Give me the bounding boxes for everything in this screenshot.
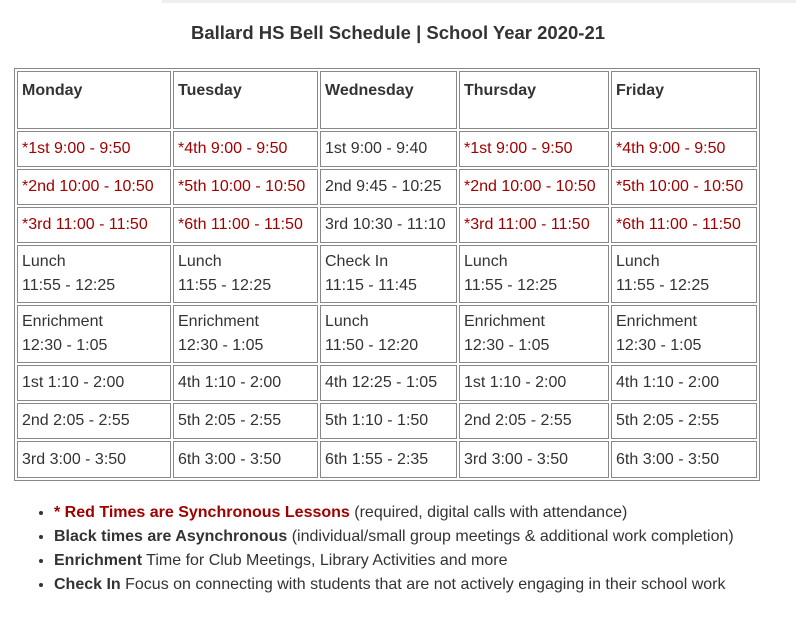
schedule-cell-line: Lunch: [178, 253, 222, 270]
schedule-cell: [320, 305, 457, 363]
schedule-cell-line: *4th 9:00 - 9:50: [178, 140, 288, 157]
legend-note-item: [54, 525, 734, 549]
schedule-cell: [320, 131, 457, 167]
legend-note-item: [54, 501, 734, 525]
bell-schedule-table: [14, 68, 760, 481]
schedule-cell-line: 1st 1:10 - 2:00: [464, 374, 567, 391]
schedule-cell: [173, 245, 318, 303]
schedule-cell-line: Enrichment: [616, 313, 697, 330]
table-row: [17, 403, 757, 439]
schedule-cell: [173, 305, 318, 363]
schedule-cell-line: Enrichment: [22, 313, 103, 330]
schedule-cell: [459, 441, 609, 478]
schedule-cell: [459, 365, 609, 401]
schedule-cell: [611, 131, 757, 167]
schedule-cell: [320, 245, 457, 303]
schedule-cell: [320, 207, 457, 243]
schedule-cell-line: 12:30 - 1:05: [22, 337, 108, 354]
schedule-cell: [320, 403, 457, 439]
schedule-cell-line: 5th 2:05 - 2:55: [616, 412, 720, 429]
legend-note-description: Focus on connecting with students that are not actively engaging in their school work: [120, 576, 726, 593]
legend-note-term: Black times are Asynchronous: [54, 528, 288, 545]
schedule-cell: [17, 169, 171, 205]
schedule-cell-line: 12:30 - 1:05: [178, 337, 264, 354]
legend-note-term: Check In: [54, 576, 121, 593]
schedule-cell-line: *5th 10:00 - 10:50: [178, 178, 306, 195]
schedule-cell-line: Check In: [325, 253, 389, 270]
schedule-cell: [611, 305, 757, 363]
schedule-cell-line: 12:30 - 1:05: [464, 337, 550, 354]
schedule-cell: [611, 207, 757, 243]
schedule-cell-line: Lunch: [325, 313, 369, 330]
schedule-cell: [173, 441, 318, 478]
schedule-cell-line: *1st 9:00 - 9:50: [464, 140, 573, 157]
page-title: Ballard HS Bell Schedule | School Year 2020-21: [190, 22, 606, 43]
schedule-cell-line: 11:55 - 12:25: [178, 277, 272, 294]
schedule-cell: [17, 131, 171, 167]
schedule-cell: [173, 365, 318, 401]
schedule-cell: [611, 365, 757, 401]
legend-notes: [24, 501, 734, 597]
schedule-cell: [17, 441, 171, 478]
schedule-cell-line: *2nd 10:00 - 10:50: [22, 178, 154, 195]
schedule-cell: [459, 131, 609, 167]
day-header-monday: Monday: [17, 71, 171, 129]
schedule-cell-line: Enrichment: [464, 313, 545, 330]
schedule-cell: [320, 169, 457, 205]
table-row: [17, 365, 757, 401]
table-row: [17, 131, 757, 167]
schedule-cell-line: Lunch: [22, 253, 66, 270]
day-header-thursday: Thursday: [459, 71, 609, 129]
schedule-cell-line: *6th 11:00 - 11:50: [178, 216, 303, 233]
schedule-cell: [17, 365, 171, 401]
schedule-body: [17, 131, 757, 478]
day-header-friday: Friday: [611, 71, 757, 129]
schedule-cell-line: 3rd 3:00 - 3:50: [22, 450, 127, 468]
table-row: [17, 169, 757, 205]
schedule-cell-line: *3rd 11:00 - 11:50: [464, 216, 590, 233]
schedule-cell: [459, 305, 609, 363]
schedule-cell: [320, 365, 457, 401]
table-row: [17, 245, 757, 303]
schedule-cell-line: 2nd 2:05 - 2:55: [22, 412, 130, 429]
table-row: [17, 305, 757, 363]
schedule-cell-line: *4th 9:00 - 9:50: [616, 140, 726, 157]
schedule-cell-line: 1st 9:00 - 9:40: [325, 140, 428, 157]
schedule-cell-line: 11:55 - 12:25: [616, 277, 710, 294]
schedule-cell: [611, 403, 757, 439]
schedule-cell: [173, 131, 318, 167]
schedule-cell: [459, 207, 609, 243]
schedule-cell: [17, 245, 171, 303]
legend-note-item: [54, 549, 734, 573]
schedule-cell-line: 6th 3:00 - 3:50: [616, 450, 720, 468]
schedule-cell-line: Enrichment: [178, 313, 259, 330]
schedule-cell-line: Lunch: [616, 253, 660, 270]
schedule-cell-line: 11:15 - 11:45: [325, 277, 417, 294]
schedule-cell-line: 5th 1:10 - 1:50: [325, 412, 429, 429]
legend-note-term: * Red Times are Synchronous Lessons: [54, 504, 350, 521]
legend-note-term: Enrichment: [54, 552, 143, 569]
schedule-cell-line: 1st 1:10 - 2:00: [22, 374, 125, 391]
schedule-cell: [611, 245, 757, 303]
schedule-cell-line: 3rd 3:00 - 3:50: [464, 450, 569, 468]
schedule-cell-line: 11:50 - 12:20: [325, 337, 419, 354]
schedule-cell: [173, 207, 318, 243]
schedule-cell: [17, 305, 171, 363]
schedule-cell-line: *5th 10:00 - 10:50: [616, 178, 744, 195]
schedule-cell-line: 4th 1:10 - 2:00: [178, 374, 282, 391]
schedule-cell: [17, 403, 171, 439]
schedule-cell: [173, 403, 318, 439]
day-header-tuesday: Tuesday: [173, 71, 318, 129]
schedule-cell: [17, 207, 171, 243]
schedule-cell-line: 11:55 - 12:25: [22, 277, 116, 294]
schedule-cell-line: *3rd 11:00 - 11:50: [22, 216, 148, 233]
schedule-cell: [320, 441, 457, 478]
table-header-row: [17, 71, 757, 129]
top-divider: [162, 0, 796, 3]
schedule-cell-line: 4th 1:10 - 2:00: [616, 374, 720, 391]
schedule-cell-line: 11:55 - 12:25: [464, 277, 558, 294]
schedule-cell: [459, 245, 609, 303]
schedule-cell-line: *1st 9:00 - 9:50: [22, 140, 131, 157]
legend-note-description: (individual/small group meetings & additional work completion): [287, 528, 734, 545]
schedule-cell-line: 5th 2:05 - 2:55: [178, 412, 282, 429]
schedule-cell-line: 3rd 10:30 - 11:10: [325, 216, 446, 233]
schedule-cell-line: *6th 11:00 - 11:50: [616, 216, 741, 233]
legend-note-description: Time for Club Meetings, Library Activities and more: [142, 552, 508, 569]
table-row: [17, 441, 757, 478]
schedule-cell-line: Lunch: [464, 253, 508, 270]
schedule-cell: [611, 169, 757, 205]
schedule-cell: [459, 403, 609, 439]
table-row: [17, 207, 757, 243]
schedule-cell-line: 4th 12:25 - 1:05: [325, 374, 438, 391]
schedule-cell-line: *2nd 10:00 - 10:50: [464, 178, 596, 195]
schedule-cell-line: 2nd 2:05 - 2:55: [464, 412, 572, 429]
day-header-wednesday: Wednesday: [320, 71, 457, 129]
schedule-cell-line: 6th 3:00 - 3:50: [178, 450, 282, 468]
legend-note-item: [54, 573, 734, 597]
schedule-cell: [459, 169, 609, 205]
schedule-cell-line: 6th 1:55 - 2:35: [325, 450, 429, 468]
schedule-cell-line: 12:30 - 1:05: [616, 337, 702, 354]
legend-note-description: (required, digital calls with attendance): [349, 504, 628, 521]
schedule-cell-line: 2nd 9:45 - 10:25: [325, 178, 442, 195]
schedule-cell: [173, 169, 318, 205]
schedule-cell: [611, 441, 757, 478]
